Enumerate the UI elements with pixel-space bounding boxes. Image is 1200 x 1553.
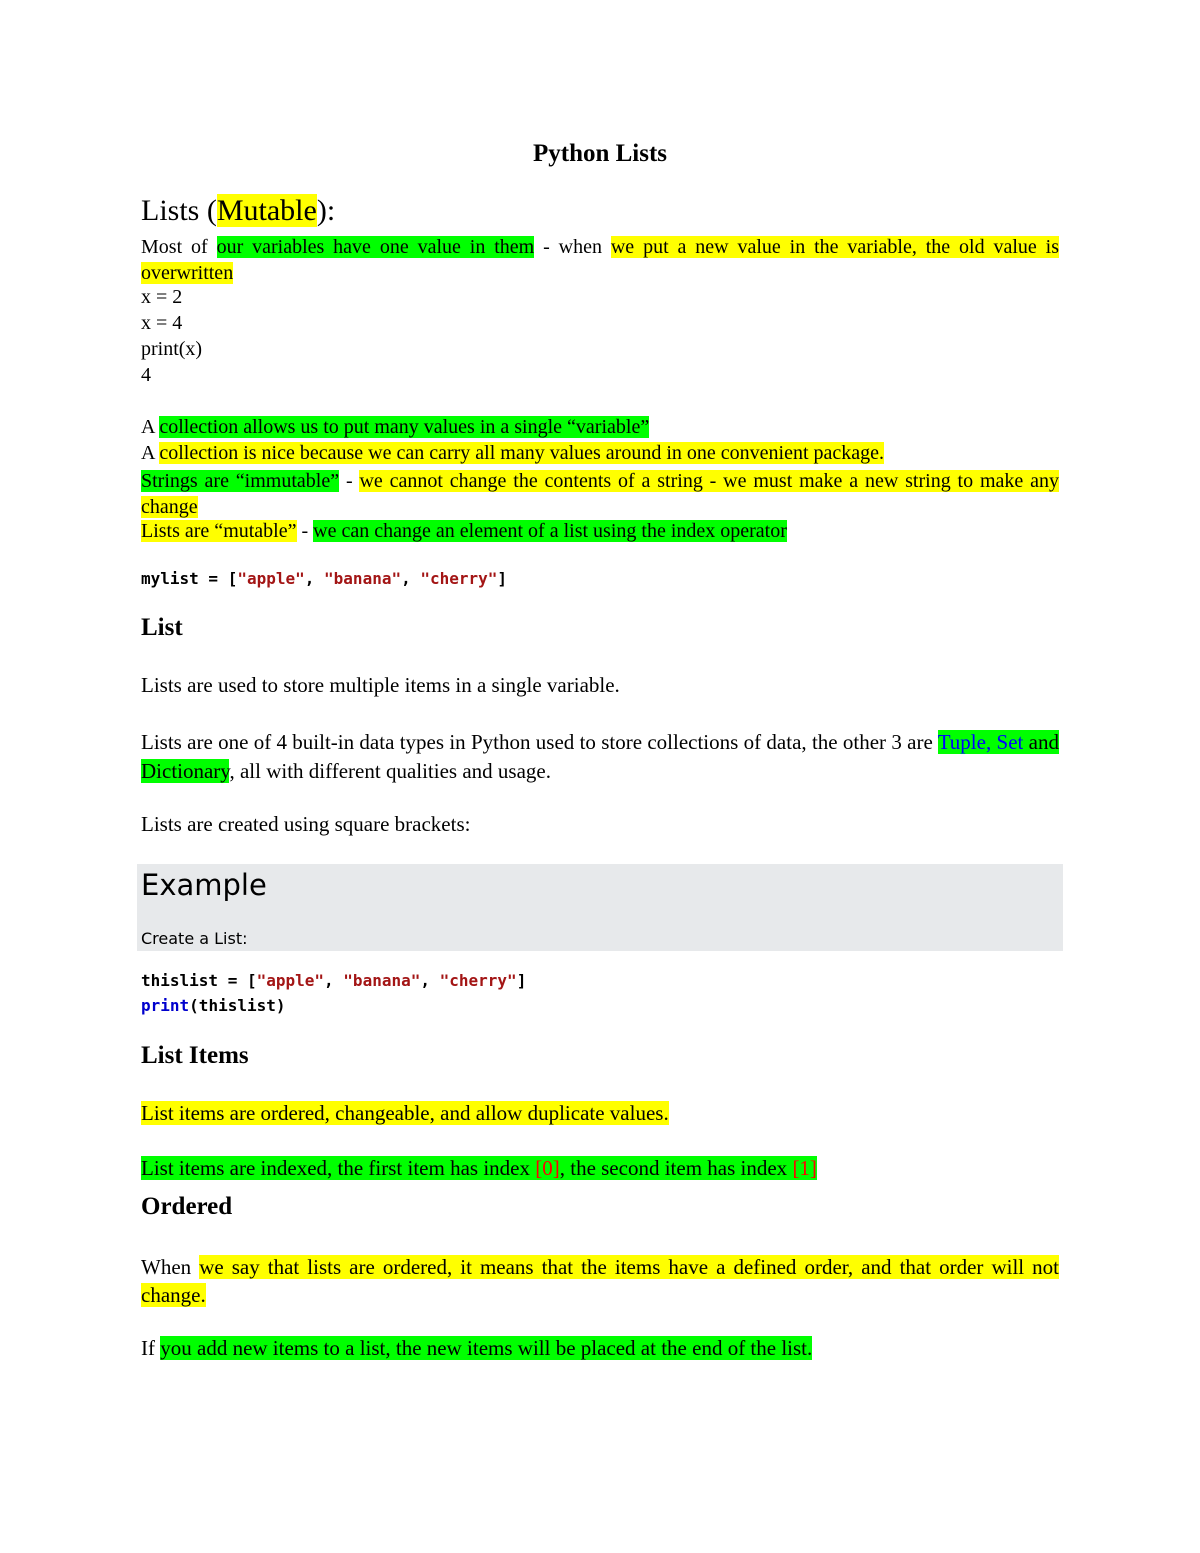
example-subtitle: Create a List:: [141, 929, 248, 948]
ordered-heading: Ordered: [141, 1193, 233, 1220]
example-code-line-2: print(thislist): [141, 996, 286, 1015]
list-paragraph-1: Lists are used to store multiple items in a single variable.: [141, 673, 620, 697]
collection-line-2: A collection is nice because we can carry all many values around in one convenient package.: [141, 442, 885, 464]
code-line: x = 4: [141, 312, 183, 334]
list-items-paragraph-2: List items are indexed, the first item has index [0], the second item has index [1]: [141, 1156, 817, 1180]
list-paragraph-2: Lists are one of 4 built-in data types in Python used to store collections of data, the other 3 are Tuple, Set and Dictionary, all with different qualities and usage.: [141, 730, 1059, 783]
lists-mutable-line: Lists are “mutable” - we can change an element of a list using the index operator: [141, 520, 787, 542]
code-output: 4: [141, 364, 151, 386]
list-items-paragraph-1: List items are ordered, changeable, and allow duplicate values.: [141, 1101, 669, 1125]
ordered-paragraph-1: When we say that lists are ordered, it means that the items have a defined order, and that order will not change.: [141, 1255, 1059, 1307]
dictionary-link[interactable]: and Dictionary: [141, 730, 1059, 783]
tuple-set-link[interactable]: Tuple, Set: [937, 730, 1024, 754]
example-code-line-1: thislist = ["apple", "banana", "cherry"]: [141, 971, 527, 990]
list-items-heading: List Items: [141, 1042, 249, 1069]
page-title: Python Lists: [532, 140, 668, 167]
ordered-paragraph-2: If you add new items to a list, the new items will be placed at the end of the list.: [141, 1336, 813, 1360]
lists-mutable-heading: Lists (Mutable):: [141, 194, 336, 227]
example-box: [137, 864, 1063, 951]
code-line: print(x): [141, 338, 203, 360]
variables-paragraph: Most of our variables have one value in them - when we put a new value in the variable, the old value is overwritten: [141, 236, 1060, 284]
collection-line-1: A collection allows us to put many values in a single “variable”: [141, 416, 650, 438]
mutable-highlight: Mutable: [216, 194, 317, 227]
list-heading: List: [141, 614, 183, 641]
example-title: Example: [141, 868, 267, 902]
mylist-code: mylist = ["apple", "banana", "cherry"]: [141, 569, 508, 588]
list-paragraph-3: Lists are created using square brackets:: [141, 812, 471, 836]
code-line: x = 2: [141, 286, 183, 308]
strings-immutable-line: Strings are “immutable” - we cannot change the contents of a string - we must make a new string to make any change: [141, 470, 1059, 518]
